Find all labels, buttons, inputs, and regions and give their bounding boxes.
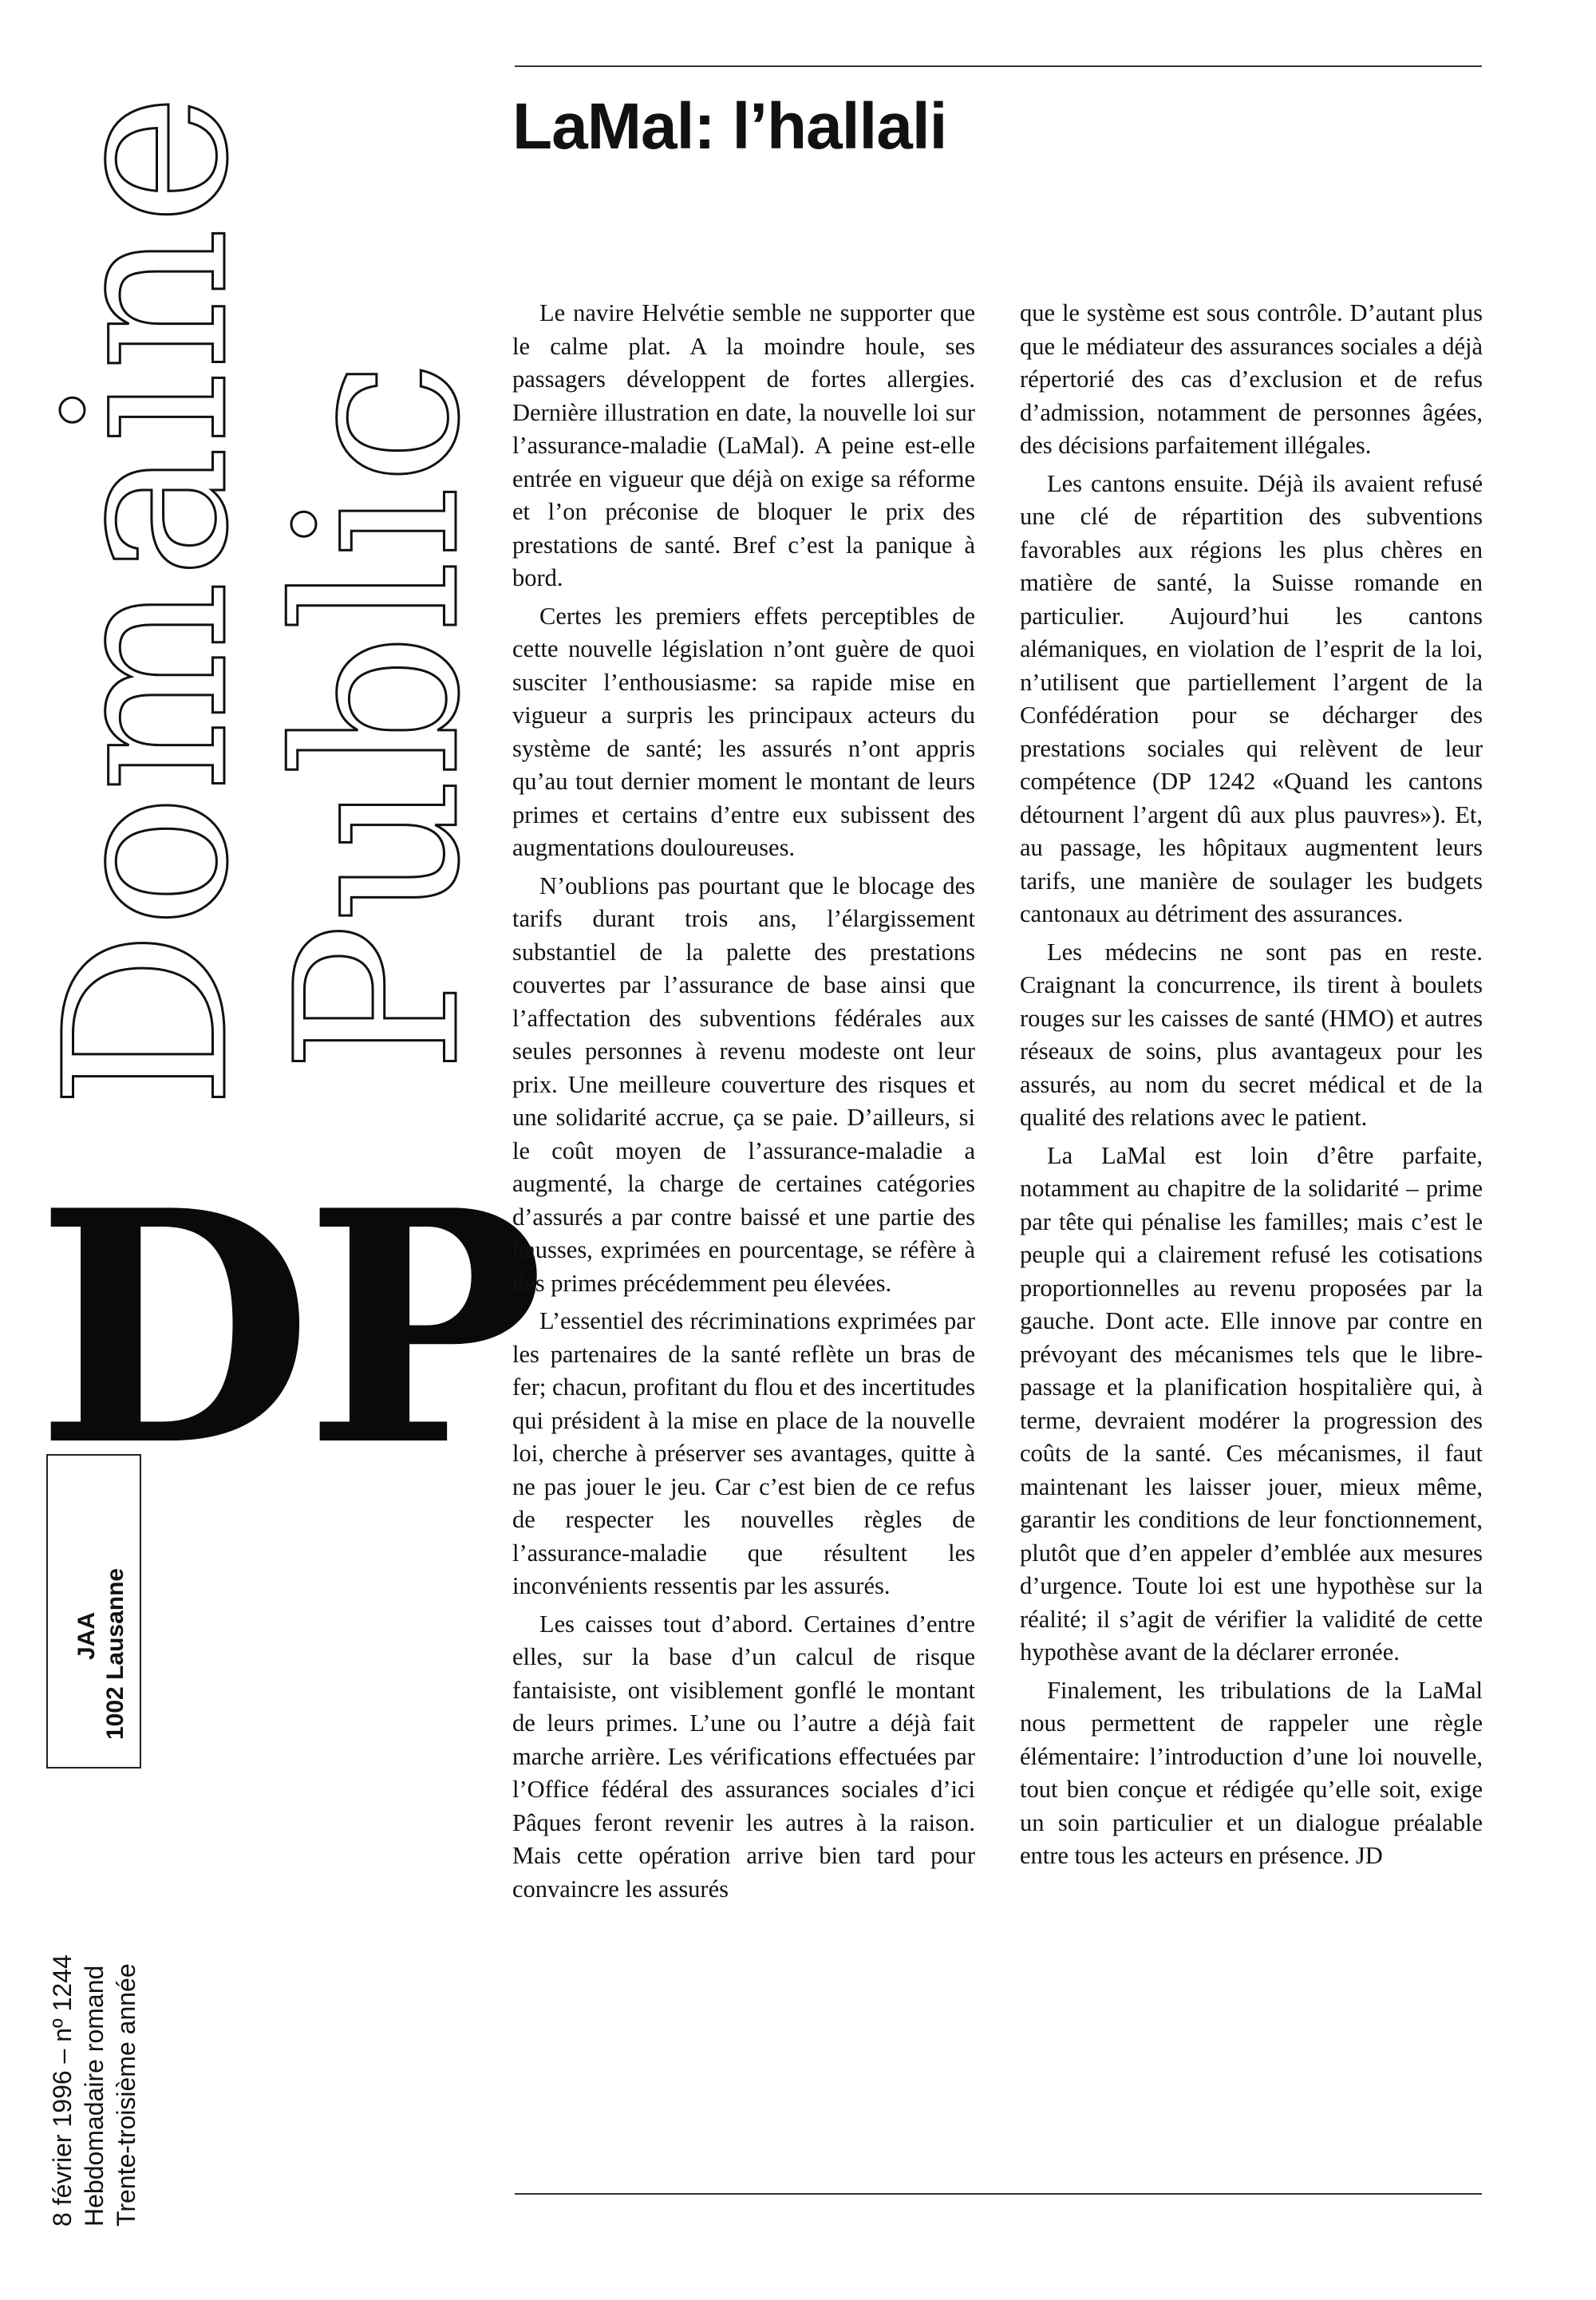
issue-year: Trente-troisième année [112,1963,140,2227]
article-column-1 [512,297,975,1911]
mailing-city: 1002 Lausanne [102,1567,128,1740]
masthead-public: Public [249,358,509,1073]
bottom-rule [515,2193,1482,2195]
top-rule [515,65,1482,67]
paragraph: La LaMal est loin d’être parfaite, notamment au chapitre de la solidarité – prime par tête qui pénalise les familles; mais c’est le peuple qui a clairement refusé les cotisations proportionnelles au revenu proposées par la gauche. Dont acte. Elle innove par contre en prévoyant des mécanismes tels que le libre-passage et la planification hospitalière qui, à terme, devraient modérer la progression des coûts de la santé. Ces mécanismes, il faut maintenant les laisser jouer, mieux même, garantir les conditions de leur fonctionnement, plutôt que d’en appeler d’emblée aux mesures d’urgence. Toute loi est une hypothèse sur la réalité; il s’agit de vérifier la validité de cette hypothèse avant de la déclarer erronée. [1020,1141,1483,1666]
paragraph: N’oublions pas pourtant que le blocage des tarifs durant trois ans, l’élargissement substantiel de la palette des prestations couvertes par l’assurance de base ainsi que l’affectation des subventions fédérales aux seules personnes à revenu modeste ont leur prix. Une meilleure couverture des risques et une solidarité accrue, ça se paie. D’ailleurs, si le coût moyen de l’assurance-maladie a augmenté, la charge de certaines catégories d’assurés a par contre baissé et une partie des hausses, exprimées en pourcentage, se réfère à des primes précédemment peu élevées. [512,871,975,1297]
issue-frequency: Hebdomadaire romand [80,1965,109,2227]
issue-date: 8 février 1996 – nº 1244 [48,1954,77,2227]
paragraph: Les médecins ne sont pas en reste. Craignant la concurrence, ils tirent à boulets rouges sur les caisses de santé (HMO) et autres réseaux de soins, plus avantageux pour les assurés, au nom du secret médical et de la qualité des relations avec le patient. [1020,938,1483,1131]
paragraph: Les cantons ensuite. Déjà ils avaient refusé une clé de répartition des subventions favorables aux régions les plus chères en matière de santé, la Suisse romande en particulier. Aujourd’hui les cantons alémaniques, en violation de l’esprit de la loi, n’utilisent que partiellement l’argent de la Confédération pour se décharger des prestations sociales qui relèvent de leur compétence (DP 1242 «Quand les cantons détournent l’argent dû aux plus pauvres»). Et, au passage, les hôpitaux augmentent leurs tarifs, une manière de soulager les budgets cantonaux au détriment des assurances. [1020,469,1483,927]
masthead-domaine: Domaine [18,91,278,1109]
article-column-2 [1020,297,1483,1878]
paragraph: L’essentiel des récriminations exprimées par les partenaires de la santé reflète un bras de fer; chacun, profitant du flou et des incertitudes qui président à la mise en place de la nouvelle loi, cherche à préserver ses avantages, quitte à ne pas jouer le jeu. Car c’est bien de ce refus de respecter les nouvelles règles de l’assurance-maladie que résultent les inconvénients ressentis par les assurés. [512,1307,975,1599]
article-title: LaMal: l’hallali [512,90,947,163]
paragraph: Le navire Helvétie semble ne supporter que le calme plat. A la moindre houle, ses passagers développent de fortes allergies. Dernière illustration en date, la nouvelle loi sur l’assurance-maladie (LaMal). A peine est-elle entrée en vigueur que déjà on exige sa réforme et l’on préconise de bloquer le prix des prestations de santé. Bref c’est la panique à bord. [512,299,975,591]
paragraph: Finalement, les tribulations de la LaMal nous permettent de rappeler une règle élémentaire: l’introduction d’une loi nouvelle, tout bien conçue et rédigée qu’elle soit, exige un soin particulier et un dialogue préalable entre tous les acteurs en présence. JD [1020,1676,1483,1869]
paragraph: Certes les premiers effets perceptibles de cette nouvelle législation n’ont guère de quoi susciter l’enthousiasme: sa rapide mise en vigueur a surpris les principaux acteurs du système de santé; les assurés n’ont appris qu’au tout dernier moment le montant de leurs primes et certains d’entre eux subissent des augmentations douloureuses. [512,602,975,861]
mailing-code: JAA [73,1611,100,1660]
paragraph-continuation: que le système est sous contrôle. D’autant plus que le médiateur des assurances sociales a déjà répertorié des cas d’exclusion et de refus d’admission, notamment de personnes âgées, des décisions parfaitement illégales. [1020,299,1483,459]
paragraph: Les caisses tout d’abord. Certaines d’entre elles, sur la base d’un calcul de risque fantaisiste, ont visiblement gonflé le montant de leurs primes. L’une ou l’autre a déjà fait marche arrière. Les vérifications effectuées par l’Office fédéral des assurances sociales d’ici Pâques feront revenir les autres à la raison. Mais cette opération arrive bien tard pour convaincre les assurés [512,1610,975,1903]
dp-logo: DP [36,1141,537,1516]
